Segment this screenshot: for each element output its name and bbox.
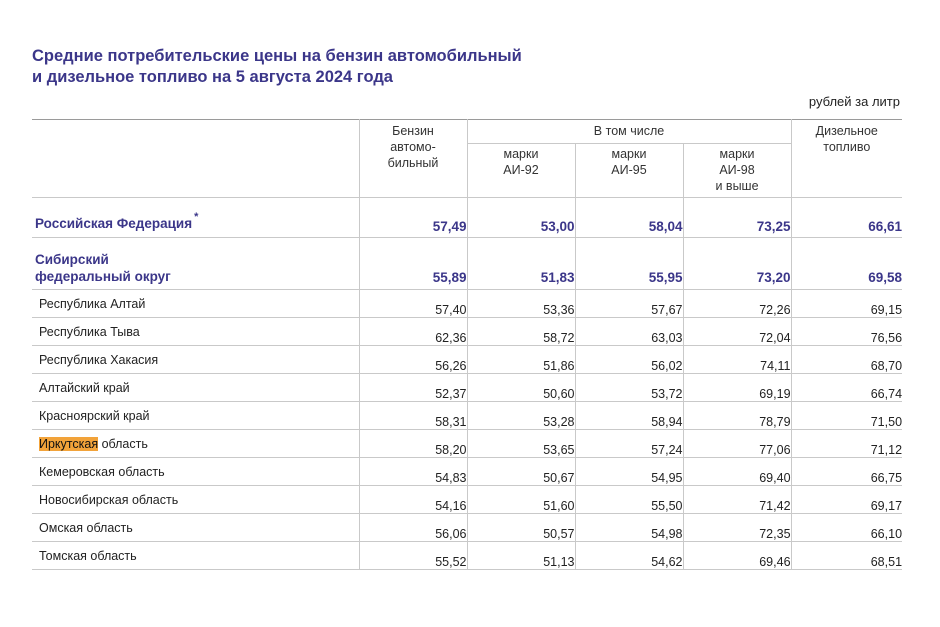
document-title xyxy=(32,46,732,88)
value-ai92: 50,60 xyxy=(467,374,575,402)
row-name: Российская Федерация * xyxy=(32,198,359,238)
value-diesel: 66,75 xyxy=(791,458,902,486)
title-line-2: и дизельное топливо на 5 августа 2024 года xyxy=(32,68,393,86)
row-name: Омская область xyxy=(32,514,359,542)
value-ai95: 54,98 xyxy=(575,514,683,542)
value-gasoline: 58,20 xyxy=(359,430,467,458)
row-name: Сибирский федеральный округ xyxy=(32,238,359,290)
value-ai92: 50,57 xyxy=(467,514,575,542)
header-ai92: марки АИ-92 xyxy=(467,144,575,198)
value-ai98: 69,46 xyxy=(683,542,791,570)
header-including: В том числе xyxy=(467,120,791,144)
value-ai95: 63,03 xyxy=(575,318,683,346)
value-ai95: 53,72 xyxy=(575,374,683,402)
table-row xyxy=(32,402,902,430)
value-ai92: 53,00 xyxy=(467,198,575,238)
table-row xyxy=(32,346,902,374)
value-gasoline: 52,37 xyxy=(359,374,467,402)
header-ai95: марки АИ-95 xyxy=(575,144,683,198)
value-diesel: 69,17 xyxy=(791,486,902,514)
table-row xyxy=(32,290,902,318)
row-name: Красноярский край xyxy=(32,402,359,430)
value-diesel: 68,51 xyxy=(791,542,902,570)
value-gasoline: 57,40 xyxy=(359,290,467,318)
value-ai98: 71,42 xyxy=(683,486,791,514)
value-gasoline: 54,16 xyxy=(359,486,467,514)
table-row xyxy=(32,374,902,402)
value-ai92: 51,13 xyxy=(467,542,575,570)
header-diesel: Дизельное топливо xyxy=(791,120,902,198)
value-ai98: 73,25 xyxy=(683,198,791,238)
value-gasoline: 58,31 xyxy=(359,402,467,430)
value-ai98: 73,20 xyxy=(683,238,791,290)
value-ai95: 54,62 xyxy=(575,542,683,570)
table-row xyxy=(32,486,902,514)
value-diesel: 66,74 xyxy=(791,374,902,402)
value-diesel: 69,58 xyxy=(791,238,902,290)
value-gasoline: 55,89 xyxy=(359,238,467,290)
table-row-sfo xyxy=(32,238,902,290)
value-ai98: 69,40 xyxy=(683,458,791,486)
value-ai98: 72,26 xyxy=(683,290,791,318)
value-ai98: 78,79 xyxy=(683,402,791,430)
value-ai92: 58,72 xyxy=(467,318,575,346)
row-name: Республика Алтай xyxy=(32,290,359,318)
table-row xyxy=(32,514,902,542)
header-ai98: марки АИ-98 и выше xyxy=(683,144,791,198)
row-name: Алтайский край xyxy=(32,374,359,402)
fuel-price-table xyxy=(32,119,902,570)
row-name: Иркутская область xyxy=(32,430,359,458)
value-gasoline: 57,49 xyxy=(359,198,467,238)
value-ai95: 55,95 xyxy=(575,238,683,290)
table-row-russia xyxy=(32,198,902,238)
row-name: Республика Тыва xyxy=(32,318,359,346)
value-ai98: 69,19 xyxy=(683,374,791,402)
header-region-cell xyxy=(32,120,359,198)
row-name: Республика Хакасия xyxy=(32,346,359,374)
value-ai92: 53,28 xyxy=(467,402,575,430)
value-ai95: 55,50 xyxy=(575,486,683,514)
value-ai95: 58,04 xyxy=(575,198,683,238)
value-diesel: 66,10 xyxy=(791,514,902,542)
value-ai92: 51,83 xyxy=(467,238,575,290)
row-name: Кемеровская область xyxy=(32,458,359,486)
value-ai95: 57,67 xyxy=(575,290,683,318)
value-ai95: 56,02 xyxy=(575,346,683,374)
value-gasoline: 56,26 xyxy=(359,346,467,374)
footnote-marker: * xyxy=(194,211,199,223)
value-ai92: 51,86 xyxy=(467,346,575,374)
highlighted-text: Иркутская xyxy=(39,437,99,451)
value-ai95: 57,24 xyxy=(575,430,683,458)
value-gasoline: 55,52 xyxy=(359,542,467,570)
value-gasoline: 56,06 xyxy=(359,514,467,542)
table-row xyxy=(32,542,902,570)
value-ai98: 72,35 xyxy=(683,514,791,542)
units-label: рублей за литр xyxy=(808,94,900,109)
value-ai95: 54,95 xyxy=(575,458,683,486)
value-ai98: 77,06 xyxy=(683,430,791,458)
value-diesel: 68,70 xyxy=(791,346,902,374)
value-ai98: 72,04 xyxy=(683,318,791,346)
table-row xyxy=(32,318,902,346)
row-name: Томская область xyxy=(32,542,359,570)
value-ai92: 53,36 xyxy=(467,290,575,318)
value-diesel: 71,50 xyxy=(791,402,902,430)
header-gasoline: Бензин автомо- бильный xyxy=(359,120,467,198)
table-row xyxy=(32,458,902,486)
value-ai95: 58,94 xyxy=(575,402,683,430)
table-row xyxy=(32,430,902,458)
value-ai98: 74,11 xyxy=(683,346,791,374)
value-diesel: 66,61 xyxy=(791,198,902,238)
value-gasoline: 62,36 xyxy=(359,318,467,346)
value-diesel: 71,12 xyxy=(791,430,902,458)
value-ai92: 53,65 xyxy=(467,430,575,458)
value-ai92: 50,67 xyxy=(467,458,575,486)
title-line-1: Средние потребительские цены на бензин автомобильный xyxy=(32,47,522,65)
value-diesel: 69,15 xyxy=(791,290,902,318)
value-gasoline: 54,83 xyxy=(359,458,467,486)
value-ai92: 51,60 xyxy=(467,486,575,514)
value-diesel: 76,56 xyxy=(791,318,902,346)
row-name: Новосибирская область xyxy=(32,486,359,514)
